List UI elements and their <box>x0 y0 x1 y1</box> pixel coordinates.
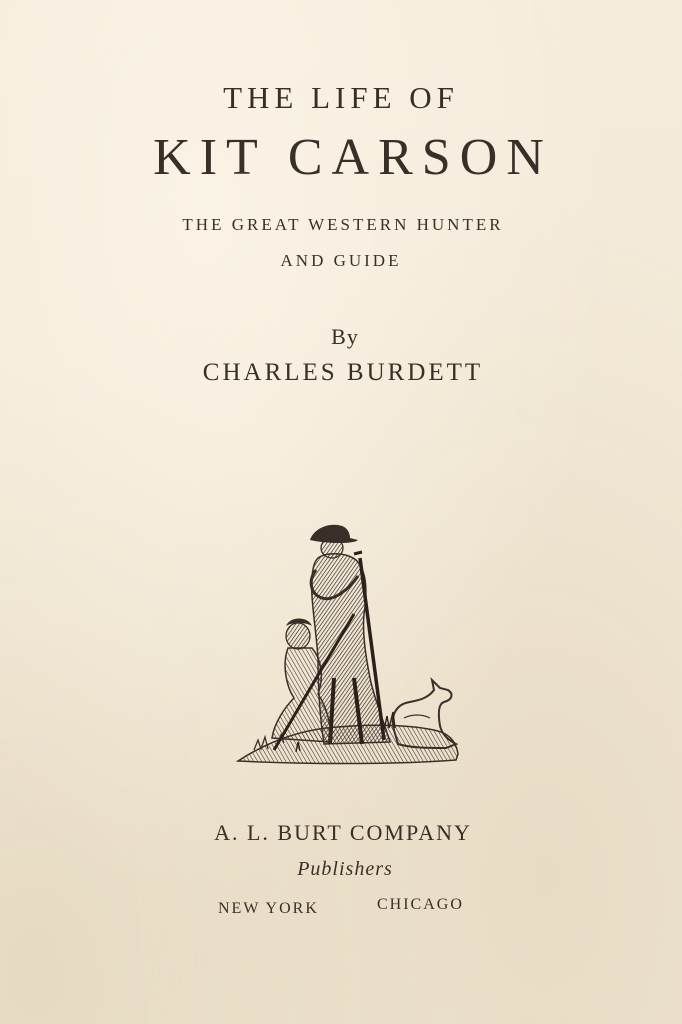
title-line-2: KIT CARSON <box>153 129 553 186</box>
author-name: CHARLES BURDETT <box>202 359 484 386</box>
city-chicago: CHICAGO <box>377 896 464 913</box>
hunter-vignette-icon <box>234 518 460 770</box>
publisher-name: A. L. BURT COMPANY <box>214 820 472 845</box>
publishers-label: Publishers <box>297 858 393 880</box>
title-line-1: THE LIFE OF <box>223 80 459 115</box>
by-label: By <box>331 324 359 349</box>
subtitle-line-1: THE GREAT WESTERN HUNTER <box>182 215 504 234</box>
subtitle-line-2: AND GUIDE <box>280 251 402 270</box>
city-new-york: NEW YORK <box>218 900 319 917</box>
